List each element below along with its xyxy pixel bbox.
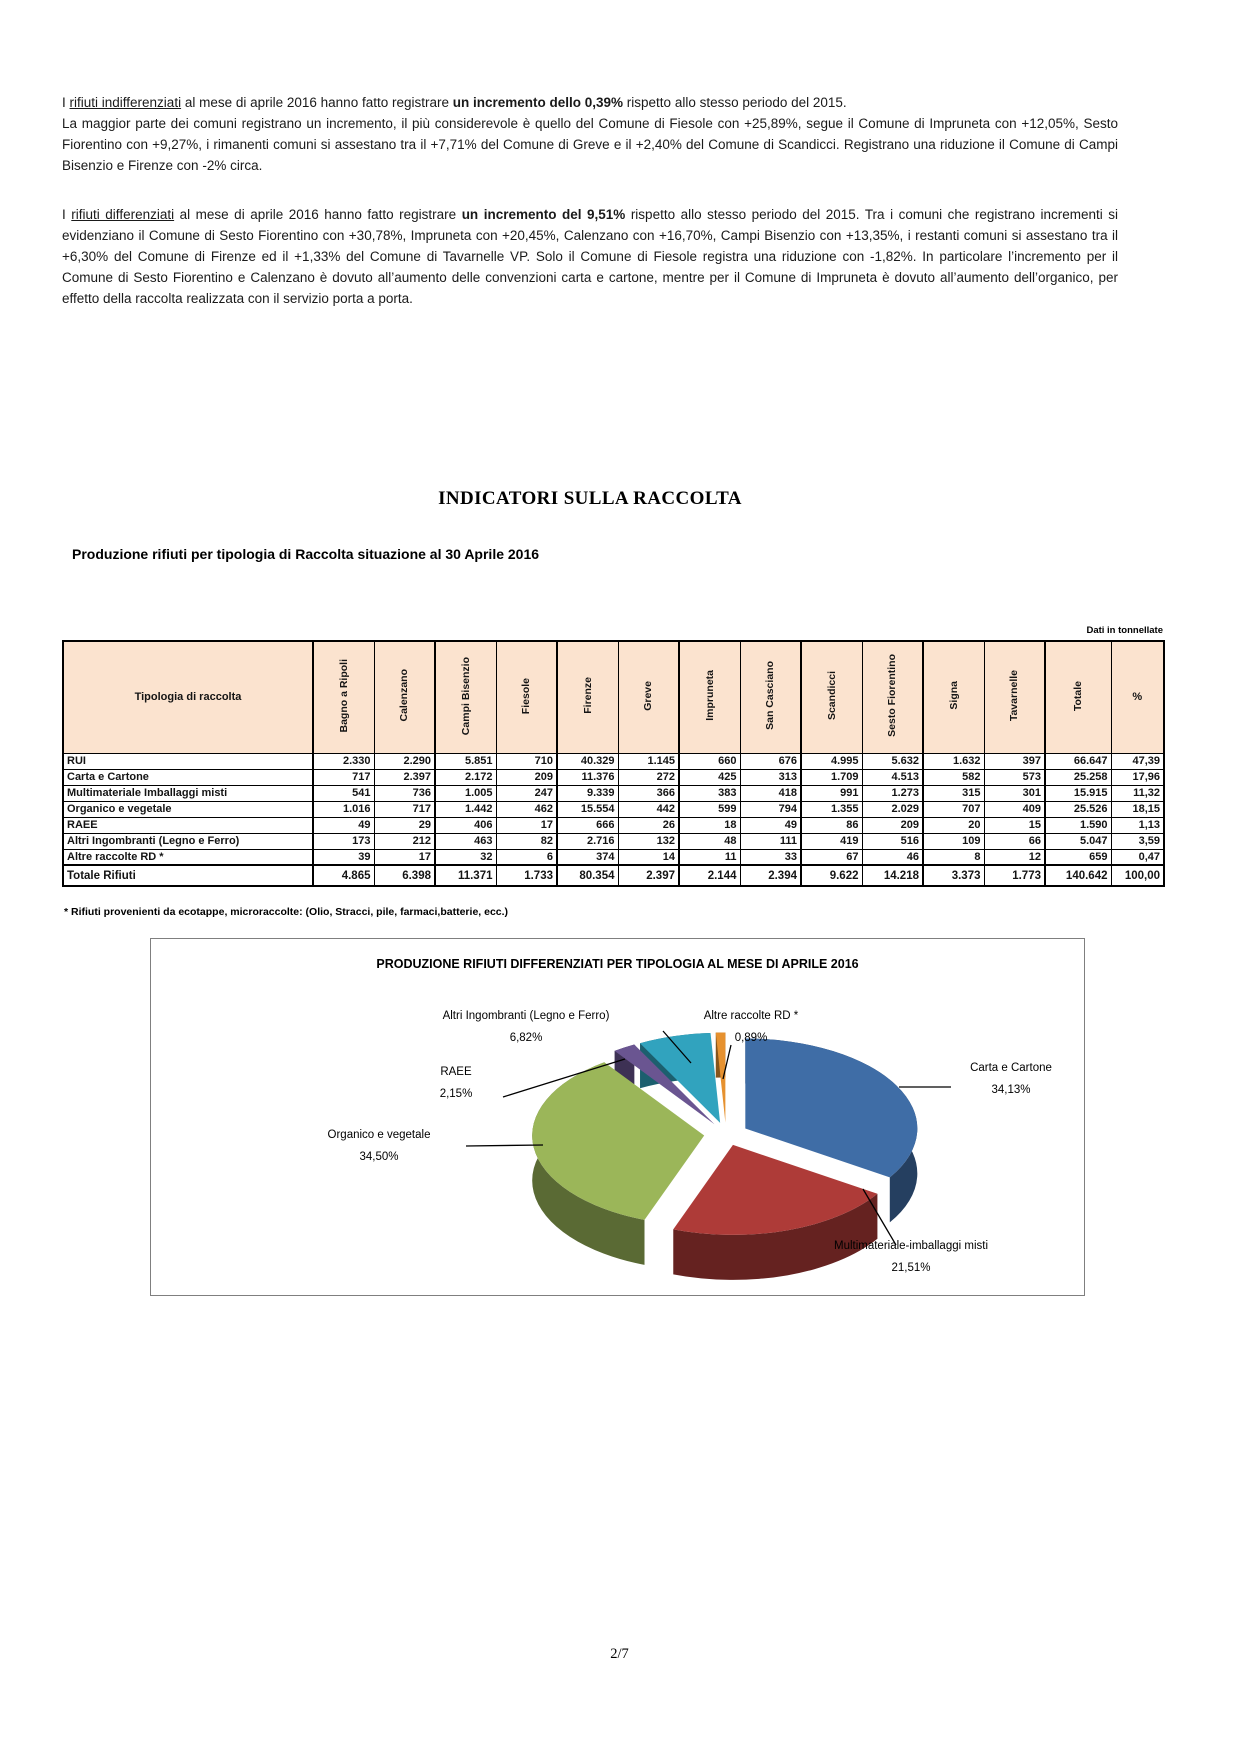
table-header-row — [63, 641, 1164, 753]
column-header: Fiesole — [496, 641, 557, 753]
table-cell: 26 — [618, 817, 679, 833]
table-cell: 33 — [740, 849, 801, 865]
pie-label — [269, 1124, 489, 1168]
table-cell: 39 — [313, 849, 374, 865]
table-cell: 9.622 — [801, 865, 862, 886]
paragraph-lead-segments — [62, 95, 847, 110]
column-header: % — [1111, 641, 1164, 753]
table-cell: 442 — [618, 801, 679, 817]
table-cell: 86 — [801, 817, 862, 833]
table-cell: 397 — [984, 753, 1045, 769]
table-cell: 313 — [740, 769, 801, 785]
table-cell: 48 — [679, 833, 740, 849]
table-cell: 366 — [618, 785, 679, 801]
row-label: RUI — [63, 753, 313, 769]
table-cell: 212 — [374, 833, 435, 849]
table-cell: 11,32 — [1111, 785, 1164, 801]
text-segment: rispetto allo stesso periodo del 2015. Tra i comuni che registrano incrementi si evidenziano il Comune di Sesto Fiorentino con +30,78%, Impruneta con +20,45%, Calenzano con +16,70%, Campi Bisenzio con +13,35%, i restanti comuni si assestano tra il +6,30% del Comune di Firenze ed il +1,33% del Comune di Tavarnelle VP. Solo il Comune di Fiesole registra una riduzione con -1,82%. In particolare l’incremento per il Comune di Sesto Fiorentino e Calenzano è dovuto all’aumento delle convenzioni carta e cartone, mentre per il Comune di Impruneta è dovuto all’aumento dell’organico, per effetto della raccolta realizzata con il servizio porta a porta. — [62, 207, 1119, 306]
table-cell: 66 — [984, 833, 1045, 849]
table-cell: 14 — [618, 849, 679, 865]
table-cell: 20 — [923, 817, 984, 833]
pie-label — [371, 1005, 681, 1049]
text-segment: I — [62, 95, 70, 110]
table-cell: 418 — [740, 785, 801, 801]
table-cell: 17 — [496, 817, 557, 833]
pie-chart-frame — [150, 938, 1085, 1296]
table-cell: 47,39 — [1111, 753, 1164, 769]
table-row — [63, 801, 1164, 817]
table-cell: 111 — [740, 833, 801, 849]
column-header: Tavarnelle — [984, 641, 1045, 753]
table-cell: 676 — [740, 753, 801, 769]
table-cell: 80.354 — [557, 865, 618, 886]
text-segment: un incremento del 9,51% — [461, 207, 626, 222]
table-cell: 18 — [679, 817, 740, 833]
table-cell: 18,15 — [1111, 801, 1164, 817]
table-cell: 1.442 — [435, 801, 496, 817]
table-cell: 2.716 — [557, 833, 618, 849]
pie-label-percent: 2,15% — [439, 1088, 473, 1100]
text-segment: al mese di aprile 2016 hanno fatto registrare — [174, 207, 462, 222]
table-cell: 1.733 — [496, 865, 557, 886]
table-title: Produzione rifiuti per tipologia di Raccolta situazione al 30 Aprile 2016 — [72, 546, 540, 562]
table-cell: 8 — [923, 849, 984, 865]
row-label: Multimateriale Imballaggi misti — [63, 785, 313, 801]
text-segment: I — [62, 207, 72, 222]
column-header: Calenzano — [374, 641, 435, 753]
row-label: Totale Rifiuti — [63, 865, 313, 886]
table-cell: 67 — [801, 849, 862, 865]
table-cell: 14.218 — [862, 865, 923, 886]
table-cell: 1.355 — [801, 801, 862, 817]
table-cell: 315 — [923, 785, 984, 801]
pie-label — [891, 1057, 1131, 1101]
text-segment: un incremento dello 0,39% — [452, 95, 624, 110]
table-cell: 1.590 — [1045, 817, 1111, 833]
table-cell: 49 — [313, 817, 374, 833]
table-cell: 1.005 — [435, 785, 496, 801]
table-cell: 4.513 — [862, 769, 923, 785]
table-footnote: * Rifiuti provenienti da ecotappe, microraccolte: (Olio, Stracci, pile, farmaci,batterie, ecc.) — [64, 906, 509, 918]
pie-label-name: Altre raccolte RD * — [703, 1010, 799, 1022]
table-cell: 659 — [1045, 849, 1111, 865]
row-label: Carta e Cartone — [63, 769, 313, 785]
pie-label — [661, 1005, 841, 1049]
column-header: Impruneta — [679, 641, 740, 753]
table-cell: 6.398 — [374, 865, 435, 886]
table-cell: 109 — [923, 833, 984, 849]
column-header: Totale — [1045, 641, 1111, 753]
pie-label-name: Altri Ingombranti (Legno e Ferro) — [442, 1010, 610, 1022]
pie-label-percent: 0,89% — [734, 1032, 768, 1044]
row-label: Altre raccolte RD * — [63, 849, 313, 865]
table-cell: 717 — [374, 801, 435, 817]
pie-label-percent: 6,82% — [509, 1032, 543, 1044]
table-cell: 140.642 — [1045, 865, 1111, 886]
table-cell: 5.851 — [435, 753, 496, 769]
table-row — [63, 849, 1164, 865]
table-cell: 2.144 — [679, 865, 740, 886]
table-cell: 4.995 — [801, 753, 862, 769]
table-cell: 1,13 — [1111, 817, 1164, 833]
table-cell: 12 — [984, 849, 1045, 865]
table-cell: 11 — [679, 849, 740, 865]
text-segment: al mese di aprile 2016 hanno fatto registrare — [181, 95, 453, 110]
table-cell: 666 — [557, 817, 618, 833]
table-cell: 374 — [557, 849, 618, 865]
table-cell: 383 — [679, 785, 740, 801]
table-cell: 15.554 — [557, 801, 618, 817]
pie-chart-title: PRODUZIONE RIFIUTI DIFFERENZIATI PER TIPOLOGIA AL MESE DI APRILE 2016 — [376, 957, 859, 971]
table-cell: 419 — [801, 833, 862, 849]
table-body — [63, 753, 1164, 886]
table-cell: 0,47 — [1111, 849, 1164, 865]
table-cell: 25.526 — [1045, 801, 1111, 817]
table-cell: 25.258 — [1045, 769, 1111, 785]
table-cell: 132 — [618, 833, 679, 849]
table-cell: 425 — [679, 769, 740, 785]
paragraph-segments — [62, 207, 1118, 306]
table-row — [63, 817, 1164, 833]
table-cell: 2.330 — [313, 753, 374, 769]
paragraph-rifiuti-differenziati — [62, 204, 1118, 309]
table-cell: 209 — [862, 817, 923, 833]
table-cell: 717 — [313, 769, 374, 785]
table-cell: 2.029 — [862, 801, 923, 817]
table-cell: 3.373 — [923, 865, 984, 886]
table-cell: 17,96 — [1111, 769, 1164, 785]
table-cell: 1.273 — [862, 785, 923, 801]
column-header: Campi Bisenzio — [435, 641, 496, 753]
table-cell: 17 — [374, 849, 435, 865]
section-title: INDICATORI SULLA RACCOLTA — [438, 488, 742, 509]
paragraph-rifiuti-indifferenziati — [62, 92, 1118, 176]
table-cell: 272 — [618, 769, 679, 785]
table-cell: 991 — [801, 785, 862, 801]
pie-label-name: Organico e vegetale — [327, 1129, 431, 1141]
text-segment: rifiuti indifferenziati — [69, 95, 182, 110]
column-header: Signa — [923, 641, 984, 753]
table-cell: 49 — [740, 817, 801, 833]
table-cell: 301 — [984, 785, 1045, 801]
table-row — [63, 753, 1164, 769]
table-cell: 11.371 — [435, 865, 496, 886]
table-cell: 1.632 — [923, 753, 984, 769]
table-row — [63, 785, 1164, 801]
table-cell: 247 — [496, 785, 557, 801]
table-cell: 1.016 — [313, 801, 374, 817]
column-header: San Casciano — [740, 641, 801, 753]
table-cell: 32 — [435, 849, 496, 865]
table-cell: 82 — [496, 833, 557, 849]
table-cell: 209 — [496, 769, 557, 785]
table-cell: 15.915 — [1045, 785, 1111, 801]
table-cell: 406 — [435, 817, 496, 833]
table-cell: 409 — [984, 801, 1045, 817]
table-cell: 1.709 — [801, 769, 862, 785]
table-cell: 2.397 — [374, 769, 435, 785]
text-segment: rispetto allo stesso periodo del 2015. — [623, 95, 847, 110]
paragraph-rest: La maggior parte dei comuni registrano un incremento, il più considerevole è quello del Comune di Fiesole con +25,89%, segue il Comune di Impruneta con +12,05%, Sesto Fiorentino con +9,27%, i rimanenti comuni si assestano tra il +7,71% del Comune di Greve e il +2,40% del Comune di Scandicci. Registrano una riduzione il Comune di Campi Bisenzio e Firenze con -2% circa. — [62, 116, 1118, 173]
table-cell: 462 — [496, 801, 557, 817]
table-cell: 710 — [496, 753, 557, 769]
pie-label-name: RAEE — [440, 1066, 472, 1078]
row-label: Organico e vegetale — [63, 801, 313, 817]
table-cell: 660 — [679, 753, 740, 769]
table-cell: 1.145 — [618, 753, 679, 769]
pie-label-percent: 34,50% — [359, 1151, 399, 1163]
table-cell: 6 — [496, 849, 557, 865]
table-cell: 173 — [313, 833, 374, 849]
page-number: 2/7 — [610, 1646, 629, 1662]
table-cell: 2.394 — [740, 865, 801, 886]
table-cell: 15 — [984, 817, 1045, 833]
table-cell: 100,00 — [1111, 865, 1164, 886]
table-cell: 2.290 — [374, 753, 435, 769]
pie-labels-layer — [151, 939, 1084, 1295]
table-cell: 11.376 — [557, 769, 618, 785]
table-cell: 29 — [374, 817, 435, 833]
pie-label-percent: 21,51% — [891, 1262, 931, 1274]
table-cell: 9.339 — [557, 785, 618, 801]
table-row — [63, 769, 1164, 785]
table-cell: 66.647 — [1045, 753, 1111, 769]
column-header-tipologia: Tipologia di raccolta — [63, 641, 313, 753]
table-cell: 516 — [862, 833, 923, 849]
table-cell: 5.632 — [862, 753, 923, 769]
table-cell: 2.397 — [618, 865, 679, 886]
table-units-note: Dati in tonnellate — [1086, 625, 1163, 636]
table-cell: 463 — [435, 833, 496, 849]
table-cell: 736 — [374, 785, 435, 801]
table-cell: 1.773 — [984, 865, 1045, 886]
table-cell: 582 — [923, 769, 984, 785]
pie-label-name: Carta e Cartone — [970, 1062, 1052, 1074]
table-cell: 40.329 — [557, 753, 618, 769]
table-cell: 5.047 — [1045, 833, 1111, 849]
row-label: RAEE — [63, 817, 313, 833]
table-cell: 707 — [923, 801, 984, 817]
text-segment: rifiuti differenziati — [71, 207, 175, 222]
table-cell: 2.172 — [435, 769, 496, 785]
column-header: Firenze — [557, 641, 618, 753]
table-cell: 541 — [313, 785, 374, 801]
column-header: Bagno a Ripoli — [313, 641, 374, 753]
table-cell: 4.865 — [313, 865, 374, 886]
raccolta-table — [62, 640, 1165, 887]
pie-label-name: Multimateriale-imballaggi misti — [833, 1240, 988, 1252]
column-header: Greve — [618, 641, 679, 753]
table-cell: 573 — [984, 769, 1045, 785]
table-head — [63, 641, 1164, 753]
table-total-row — [63, 865, 1164, 886]
table-cell: 794 — [740, 801, 801, 817]
table-row — [63, 833, 1164, 849]
row-label: Altri Ingombranti (Legno e Ferro) — [63, 833, 313, 849]
table-cell: 599 — [679, 801, 740, 817]
pie-label — [401, 1061, 511, 1105]
pie-label — [761, 1235, 1061, 1279]
table-cell: 46 — [862, 849, 923, 865]
table-cell: 3,59 — [1111, 833, 1164, 849]
column-header: Sesto Fiorentino — [862, 641, 923, 753]
column-header: Scandicci — [801, 641, 862, 753]
pie-label-percent: 34,13% — [991, 1084, 1031, 1096]
